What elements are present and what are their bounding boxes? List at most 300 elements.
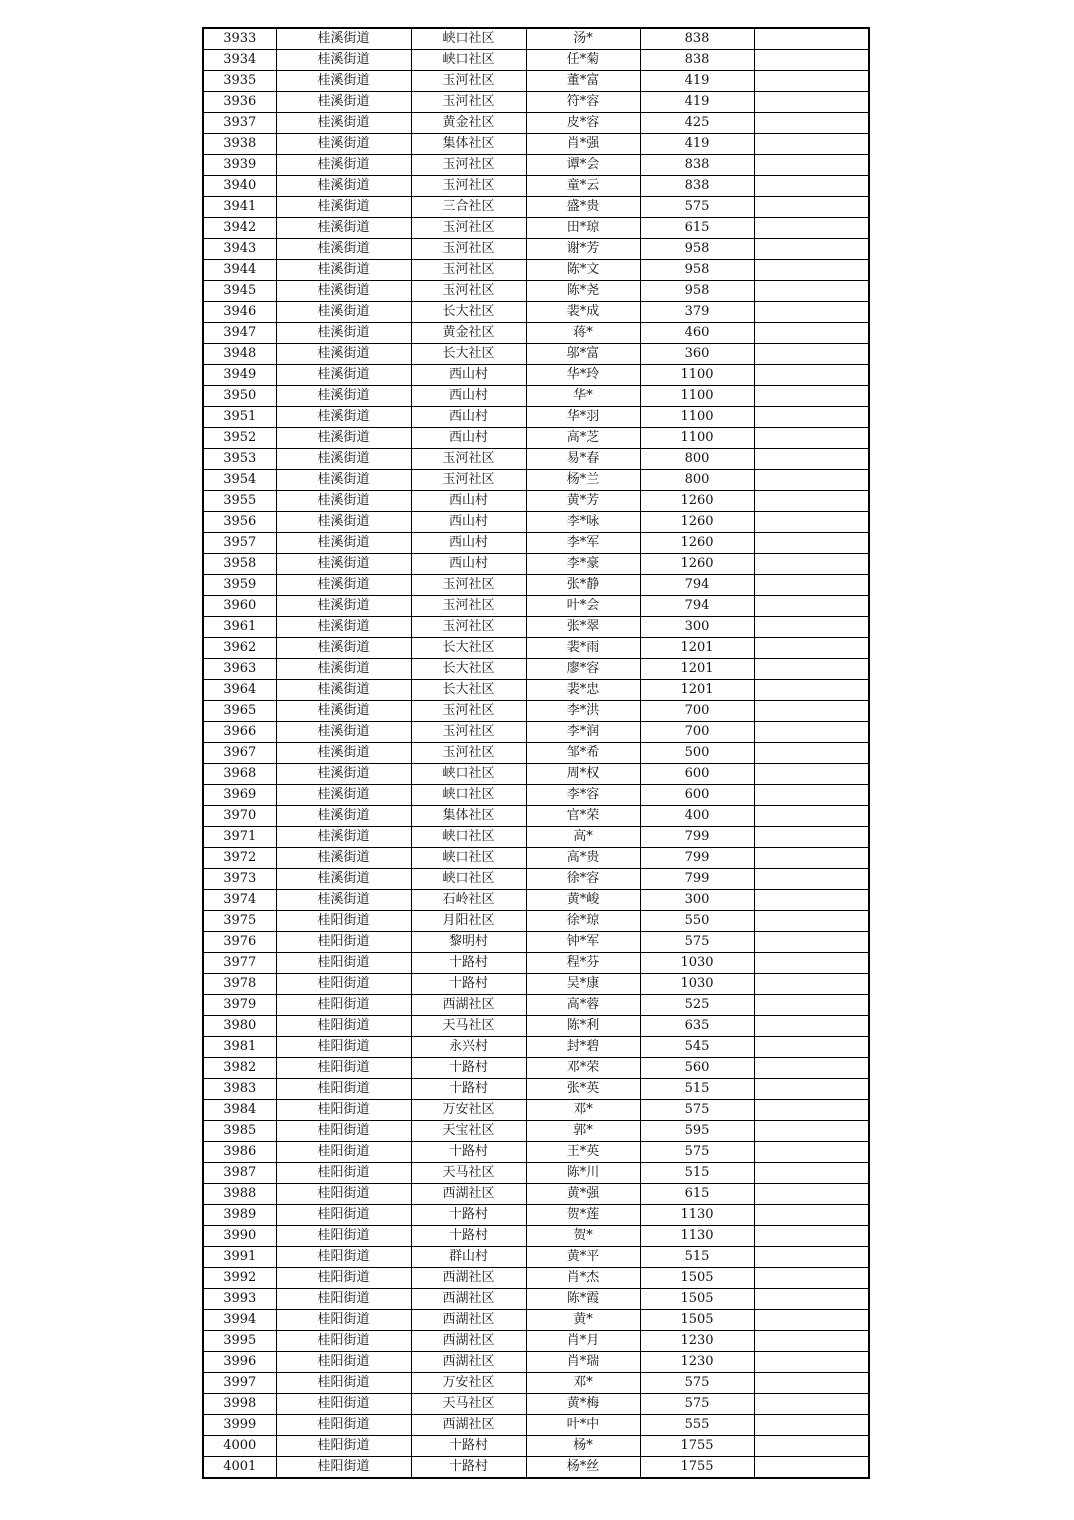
table-row [203, 701, 869, 722]
cell-name: 谭*会 [526, 155, 640, 176]
table-body [203, 28, 869, 1478]
cell-name: 陈*利 [526, 1016, 640, 1037]
cell-remark [754, 407, 869, 428]
cell-no: 3952 [203, 428, 276, 449]
cell-remark [754, 197, 869, 218]
cell-remark [754, 50, 869, 71]
cell-street: 桂溪街道 [276, 302, 411, 323]
cell-name: 华*玲 [526, 365, 640, 386]
cell-no: 3962 [203, 638, 276, 659]
cell-community: 十路村 [411, 974, 526, 995]
cell-no: 3996 [203, 1352, 276, 1373]
cell-street: 桂溪街道 [276, 407, 411, 428]
table-row [203, 302, 869, 323]
cell-no: 3981 [203, 1037, 276, 1058]
cell-remark [754, 1247, 869, 1268]
table-row [203, 1268, 869, 1289]
cell-no: 3985 [203, 1121, 276, 1142]
cell-remark [754, 218, 869, 239]
cell-amount: 635 [640, 1016, 754, 1037]
table-row [203, 386, 869, 407]
cell-no: 3971 [203, 827, 276, 848]
cell-remark [754, 323, 869, 344]
cell-street: 桂阳街道 [276, 1142, 411, 1163]
table-row [203, 323, 869, 344]
table-row [203, 1163, 869, 1184]
table-row [203, 680, 869, 701]
cell-community: 集体社区 [411, 806, 526, 827]
cell-no: 3934 [203, 50, 276, 71]
cell-remark [754, 1016, 869, 1037]
cell-remark [754, 533, 869, 554]
cell-name: 徐*琼 [526, 911, 640, 932]
table-row [203, 1415, 869, 1436]
cell-street: 桂溪街道 [276, 239, 411, 260]
cell-no: 3987 [203, 1163, 276, 1184]
cell-remark [754, 386, 869, 407]
cell-community: 永兴村 [411, 1037, 526, 1058]
cell-no: 4001 [203, 1457, 276, 1479]
cell-name: 王*英 [526, 1142, 640, 1163]
cell-street: 桂溪街道 [276, 764, 411, 785]
cell-no: 3968 [203, 764, 276, 785]
cell-no: 4000 [203, 1436, 276, 1457]
cell-amount: 799 [640, 827, 754, 848]
cell-name: 封*碧 [526, 1037, 640, 1058]
cell-community: 万安社区 [411, 1373, 526, 1394]
cell-community: 三合社区 [411, 197, 526, 218]
cell-community: 峡口社区 [411, 827, 526, 848]
cell-no: 3991 [203, 1247, 276, 1268]
cell-amount: 958 [640, 239, 754, 260]
cell-street: 桂阳街道 [276, 1289, 411, 1310]
cell-no: 3951 [203, 407, 276, 428]
cell-amount: 838 [640, 155, 754, 176]
cell-community: 十路村 [411, 1142, 526, 1163]
table-row [203, 638, 869, 659]
cell-amount: 794 [640, 575, 754, 596]
cell-amount: 1755 [640, 1436, 754, 1457]
cell-amount: 460 [640, 323, 754, 344]
cell-community: 玉河社区 [411, 743, 526, 764]
cell-remark [754, 785, 869, 806]
cell-name: 李*咏 [526, 512, 640, 533]
cell-remark [754, 155, 869, 176]
cell-no: 3945 [203, 281, 276, 302]
cell-remark [754, 596, 869, 617]
cell-amount: 1030 [640, 974, 754, 995]
cell-community: 西湖社区 [411, 1331, 526, 1352]
table-row [203, 827, 869, 848]
cell-remark [754, 470, 869, 491]
cell-remark [754, 617, 869, 638]
table-row [203, 575, 869, 596]
table-row [203, 974, 869, 995]
table-row [203, 155, 869, 176]
table-row [203, 176, 869, 197]
cell-amount: 800 [640, 470, 754, 491]
cell-name: 郭* [526, 1121, 640, 1142]
table-row [203, 218, 869, 239]
cell-remark [754, 1079, 869, 1100]
cell-community: 玉河社区 [411, 71, 526, 92]
table-row [203, 134, 869, 155]
cell-street: 桂阳街道 [276, 1226, 411, 1247]
cell-remark [754, 176, 869, 197]
cell-no: 3976 [203, 932, 276, 953]
cell-no: 3960 [203, 596, 276, 617]
cell-no: 3983 [203, 1079, 276, 1100]
table-row [203, 953, 869, 974]
cell-community: 万安社区 [411, 1100, 526, 1121]
cell-amount: 425 [640, 113, 754, 134]
cell-remark [754, 680, 869, 701]
cell-name: 高*蓉 [526, 995, 640, 1016]
cell-name: 肖*月 [526, 1331, 640, 1352]
cell-amount: 1100 [640, 386, 754, 407]
table-row [203, 554, 869, 575]
cell-community: 玉河社区 [411, 470, 526, 491]
cell-amount: 525 [640, 995, 754, 1016]
cell-remark [754, 1142, 869, 1163]
cell-no: 3947 [203, 323, 276, 344]
cell-remark [754, 1163, 869, 1184]
cell-no: 3956 [203, 512, 276, 533]
cell-community: 玉河社区 [411, 596, 526, 617]
cell-name: 陈*霞 [526, 1289, 640, 1310]
cell-name: 盛*贵 [526, 197, 640, 218]
cell-amount: 1201 [640, 659, 754, 680]
cell-amount: 500 [640, 743, 754, 764]
table-row [203, 1121, 869, 1142]
cell-street: 桂阳街道 [276, 932, 411, 953]
cell-remark [754, 28, 869, 50]
cell-street: 桂溪街道 [276, 260, 411, 281]
cell-amount: 1505 [640, 1310, 754, 1331]
table-row [203, 785, 869, 806]
table-row [203, 617, 869, 638]
cell-community: 十路村 [411, 953, 526, 974]
cell-name: 裴*忠 [526, 680, 640, 701]
cell-community: 西湖社区 [411, 1415, 526, 1436]
cell-remark [754, 575, 869, 596]
cell-street: 桂溪街道 [276, 848, 411, 869]
cell-amount: 1100 [640, 428, 754, 449]
cell-no: 3957 [203, 533, 276, 554]
table-row [203, 890, 869, 911]
cell-remark [754, 701, 869, 722]
cell-amount: 1260 [640, 512, 754, 533]
cell-no: 3953 [203, 449, 276, 470]
cell-community: 玉河社区 [411, 155, 526, 176]
cell-remark [754, 974, 869, 995]
cell-amount: 1030 [640, 953, 754, 974]
cell-street: 桂溪街道 [276, 134, 411, 155]
cell-street: 桂溪街道 [276, 386, 411, 407]
table-row [203, 932, 869, 953]
cell-remark [754, 638, 869, 659]
cell-community: 峡口社区 [411, 848, 526, 869]
table-row [203, 1205, 869, 1226]
cell-amount: 1100 [640, 365, 754, 386]
cell-no: 3986 [203, 1142, 276, 1163]
cell-no: 3979 [203, 995, 276, 1016]
table-row [203, 1352, 869, 1373]
cell-community: 西湖社区 [411, 995, 526, 1016]
cell-amount: 800 [640, 449, 754, 470]
cell-community: 峡口社区 [411, 869, 526, 890]
cell-no: 3939 [203, 155, 276, 176]
cell-name: 蒋* [526, 323, 640, 344]
cell-street: 桂溪街道 [276, 512, 411, 533]
cell-remark [754, 932, 869, 953]
cell-remark [754, 281, 869, 302]
cell-remark [754, 848, 869, 869]
cell-community: 玉河社区 [411, 575, 526, 596]
table-row [203, 1100, 869, 1121]
cell-name: 童*云 [526, 176, 640, 197]
table-row [203, 28, 869, 50]
cell-street: 桂溪街道 [276, 281, 411, 302]
cell-no: 3964 [203, 680, 276, 701]
cell-remark [754, 113, 869, 134]
cell-street: 桂溪街道 [276, 785, 411, 806]
cell-street: 桂阳街道 [276, 1436, 411, 1457]
table-row [203, 365, 869, 386]
table-row [203, 1226, 869, 1247]
cell-no: 3954 [203, 470, 276, 491]
cell-no: 3942 [203, 218, 276, 239]
cell-no: 3961 [203, 617, 276, 638]
cell-remark [754, 1352, 869, 1373]
cell-community: 天宝社区 [411, 1121, 526, 1142]
cell-amount: 1505 [640, 1289, 754, 1310]
cell-community: 西山村 [411, 386, 526, 407]
cell-amount: 550 [640, 911, 754, 932]
cell-remark [754, 1037, 869, 1058]
cell-street: 桂阳街道 [276, 1310, 411, 1331]
cell-name: 叶*中 [526, 1415, 640, 1436]
cell-street: 桂溪街道 [276, 659, 411, 680]
cell-remark [754, 1100, 869, 1121]
cell-street: 桂阳街道 [276, 1205, 411, 1226]
table-row [203, 1247, 869, 1268]
cell-community: 长大社区 [411, 302, 526, 323]
cell-remark [754, 260, 869, 281]
cell-street: 桂溪街道 [276, 92, 411, 113]
cell-name: 吴*康 [526, 974, 640, 995]
cell-community: 峡口社区 [411, 785, 526, 806]
cell-remark [754, 1310, 869, 1331]
cell-no: 3967 [203, 743, 276, 764]
cell-street: 桂溪街道 [276, 323, 411, 344]
table-row [203, 659, 869, 680]
cell-name: 黄*平 [526, 1247, 640, 1268]
cell-amount: 1100 [640, 407, 754, 428]
cell-community: 玉河社区 [411, 260, 526, 281]
cell-amount: 379 [640, 302, 754, 323]
cell-street: 桂溪街道 [276, 533, 411, 554]
table-row [203, 50, 869, 71]
table-row [203, 344, 869, 365]
table-row [203, 1310, 869, 1331]
cell-no: 3994 [203, 1310, 276, 1331]
cell-name: 张*翠 [526, 617, 640, 638]
cell-community: 十路村 [411, 1226, 526, 1247]
cell-name: 邬*富 [526, 344, 640, 365]
cell-no: 3995 [203, 1331, 276, 1352]
cell-name: 官*荣 [526, 806, 640, 827]
cell-no: 3948 [203, 344, 276, 365]
cell-name: 张*静 [526, 575, 640, 596]
cell-street: 桂溪街道 [276, 113, 411, 134]
cell-no: 3974 [203, 890, 276, 911]
cell-street: 桂溪街道 [276, 806, 411, 827]
cell-remark [754, 365, 869, 386]
cell-name: 华* [526, 386, 640, 407]
cell-remark [754, 428, 869, 449]
cell-street: 桂阳街道 [276, 1352, 411, 1373]
cell-name: 任*菊 [526, 50, 640, 71]
cell-street: 桂溪街道 [276, 155, 411, 176]
table-row [203, 239, 869, 260]
cell-street: 桂溪街道 [276, 491, 411, 512]
cell-community: 西山村 [411, 533, 526, 554]
cell-community: 西湖社区 [411, 1289, 526, 1310]
cell-community: 十路村 [411, 1058, 526, 1079]
cell-street: 桂阳街道 [276, 1247, 411, 1268]
data-table [202, 27, 870, 1479]
cell-amount: 1230 [640, 1331, 754, 1352]
cell-remark [754, 491, 869, 512]
cell-no: 3950 [203, 386, 276, 407]
cell-name: 杨*兰 [526, 470, 640, 491]
cell-amount: 1755 [640, 1457, 754, 1479]
cell-name: 陈*尧 [526, 281, 640, 302]
cell-no: 3959 [203, 575, 276, 596]
cell-no: 3958 [203, 554, 276, 575]
table-row [203, 848, 869, 869]
cell-remark [754, 806, 869, 827]
table-row [203, 407, 869, 428]
cell-street: 桂溪街道 [276, 638, 411, 659]
cell-community: 西山村 [411, 428, 526, 449]
cell-remark [754, 1457, 869, 1479]
cell-remark [754, 302, 869, 323]
cell-community: 石岭社区 [411, 890, 526, 911]
cell-amount: 515 [640, 1079, 754, 1100]
cell-amount: 300 [640, 617, 754, 638]
cell-remark [754, 239, 869, 260]
table-row [203, 1394, 869, 1415]
cell-community: 十路村 [411, 1079, 526, 1100]
cell-amount: 958 [640, 260, 754, 281]
cell-amount: 1201 [640, 680, 754, 701]
cell-name: 黄* [526, 1310, 640, 1331]
cell-amount: 595 [640, 1121, 754, 1142]
table-row [203, 1184, 869, 1205]
cell-amount: 838 [640, 28, 754, 50]
cell-amount: 419 [640, 71, 754, 92]
cell-remark [754, 1184, 869, 1205]
cell-community: 峡口社区 [411, 50, 526, 71]
cell-street: 桂阳街道 [276, 1037, 411, 1058]
cell-no: 3937 [203, 113, 276, 134]
cell-street: 桂阳街道 [276, 1457, 411, 1479]
cell-amount: 600 [640, 764, 754, 785]
cell-name: 陈*川 [526, 1163, 640, 1184]
cell-amount: 555 [640, 1415, 754, 1436]
cell-remark [754, 1226, 869, 1247]
table-row [203, 1142, 869, 1163]
cell-no: 3944 [203, 260, 276, 281]
cell-no: 3963 [203, 659, 276, 680]
table-row [203, 113, 869, 134]
cell-remark [754, 953, 869, 974]
cell-street: 桂溪街道 [276, 743, 411, 764]
table-row [203, 995, 869, 1016]
cell-no: 3946 [203, 302, 276, 323]
cell-no: 3982 [203, 1058, 276, 1079]
cell-amount: 1130 [640, 1205, 754, 1226]
cell-name: 周*权 [526, 764, 640, 785]
cell-street: 桂溪街道 [276, 197, 411, 218]
cell-name: 肖*强 [526, 134, 640, 155]
cell-no: 3993 [203, 1289, 276, 1310]
cell-street: 桂溪街道 [276, 218, 411, 239]
cell-remark [754, 1058, 869, 1079]
cell-community: 黎明村 [411, 932, 526, 953]
cell-street: 桂阳街道 [276, 1415, 411, 1436]
table-row [203, 596, 869, 617]
cell-street: 桂阳街道 [276, 995, 411, 1016]
cell-remark [754, 1205, 869, 1226]
table-row [203, 1289, 869, 1310]
cell-amount: 515 [640, 1247, 754, 1268]
cell-amount: 1130 [640, 1226, 754, 1247]
cell-street: 桂阳街道 [276, 1121, 411, 1142]
cell-amount: 419 [640, 134, 754, 155]
cell-amount: 545 [640, 1037, 754, 1058]
cell-no: 3980 [203, 1016, 276, 1037]
cell-remark [754, 1415, 869, 1436]
cell-remark [754, 1394, 869, 1415]
table-row [203, 1058, 869, 1079]
cell-no: 3969 [203, 785, 276, 806]
cell-community: 西山村 [411, 365, 526, 386]
cell-no: 3949 [203, 365, 276, 386]
table-row [203, 764, 869, 785]
cell-community: 天马社区 [411, 1016, 526, 1037]
cell-street: 桂阳街道 [276, 1268, 411, 1289]
cell-amount: 300 [640, 890, 754, 911]
cell-no: 3955 [203, 491, 276, 512]
cell-name: 高*贵 [526, 848, 640, 869]
cell-amount: 575 [640, 197, 754, 218]
cell-street: 桂阳街道 [276, 1079, 411, 1100]
cell-no: 3992 [203, 1268, 276, 1289]
cell-name: 黄*峻 [526, 890, 640, 911]
cell-name: 廖*容 [526, 659, 640, 680]
cell-name: 汤* [526, 28, 640, 50]
cell-amount: 575 [640, 1394, 754, 1415]
cell-no: 3984 [203, 1100, 276, 1121]
cell-community: 十路村 [411, 1457, 526, 1479]
cell-street: 桂阳街道 [276, 1394, 411, 1415]
cell-name: 杨*丝 [526, 1457, 640, 1479]
cell-street: 桂阳街道 [276, 1163, 411, 1184]
cell-remark [754, 1268, 869, 1289]
